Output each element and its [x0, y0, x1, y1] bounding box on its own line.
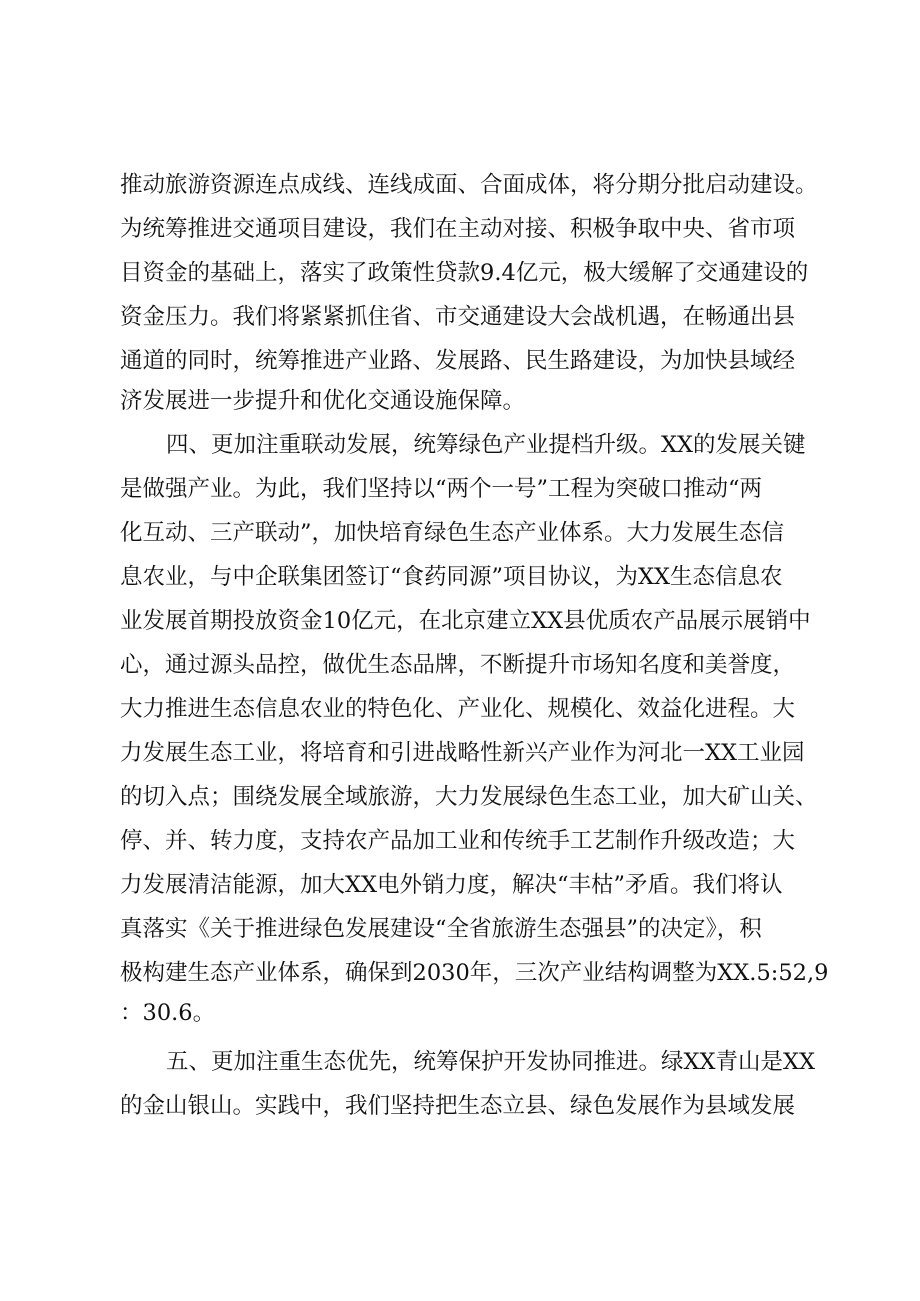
text-line: 推动旅游资源连点成线、连线成面、合面成体，将分期分批启动建设。 [120, 172, 818, 198]
text-line: 真落实《关于推进绿色发展建设“全省旅游生态强县”的决定》，积 [120, 916, 762, 942]
text-line: 的金山银山。实践中，我们坚持把生态立县、绿色发展作为县域发展 [120, 1093, 796, 1119]
text-line: 业发展首期投放资金10亿元，在北京建立XX县优质农产品展示展销中 [120, 608, 811, 634]
text-line: 力发展生态工业，将培育和引进战略性新兴产业作为河北一XX工业园 [120, 740, 805, 766]
text-line: 心，通过源头品控，做优生态品牌，不断提升市场知名度和美誉度， [120, 652, 796, 678]
paragraph-heading-line: 五、更加注重生态优先，统筹保护开发协同推进。绿XX青山是XX [166, 1049, 816, 1075]
text-line: ：30.6。 [120, 1000, 216, 1026]
text-line: 目资金的基础上，落实了政策性贷款9.4亿元，极大缓解了交通建设的 [120, 260, 809, 286]
text-line: 通道的同时，统筹推进产业路、发展路、民生路建设，为加快县域经 [120, 348, 796, 374]
text-line: 停、并、转力度，支持农产品加工业和传统手工艺制作升级改造；大 [120, 828, 796, 854]
text-line: 是做强产业。为此，我们坚持以“两个一号”工程为突破口推动“两 [120, 476, 763, 502]
text-line: 的切入点；围绕发展全域旅游，大力发展绿色生态工业，加大矿山关、 [120, 784, 818, 810]
text-line: 化互动、三产联动”，加快培育绿色生态产业体系。大力发展生态信 [120, 520, 785, 546]
text-line: 力发展清洁能源，加大XX电外销力度，解决“丰枯”矛盾。我们将认 [120, 872, 783, 898]
text-line: 极构建生态产业体系，确保到2030年，三次产业结构调整为XX.5:52,9 [120, 960, 829, 986]
text-line: 大力推进生态信息农业的特色化、产业化、规模化、效益化进程。大 [120, 696, 796, 722]
text-line: 资金压力。我们将紧紧抓住省、市交通建设大会战机遇，在畅通出县 [120, 304, 796, 330]
text-line: 为统筹推进交通项目建设，我们在主动对接、积极争取中央、省市项 [120, 216, 796, 242]
paragraph-heading-line: 四、更加注重联动发展，统筹绿色产业提档升级。XX的发展关键 [166, 432, 806, 458]
text-line: 济发展进一步提升和优化交通设施保障。 [120, 388, 526, 414]
text-line: 息农业，与中企联集团签订“食药同源”项目协议，为XX生态信息农 [120, 564, 783, 590]
